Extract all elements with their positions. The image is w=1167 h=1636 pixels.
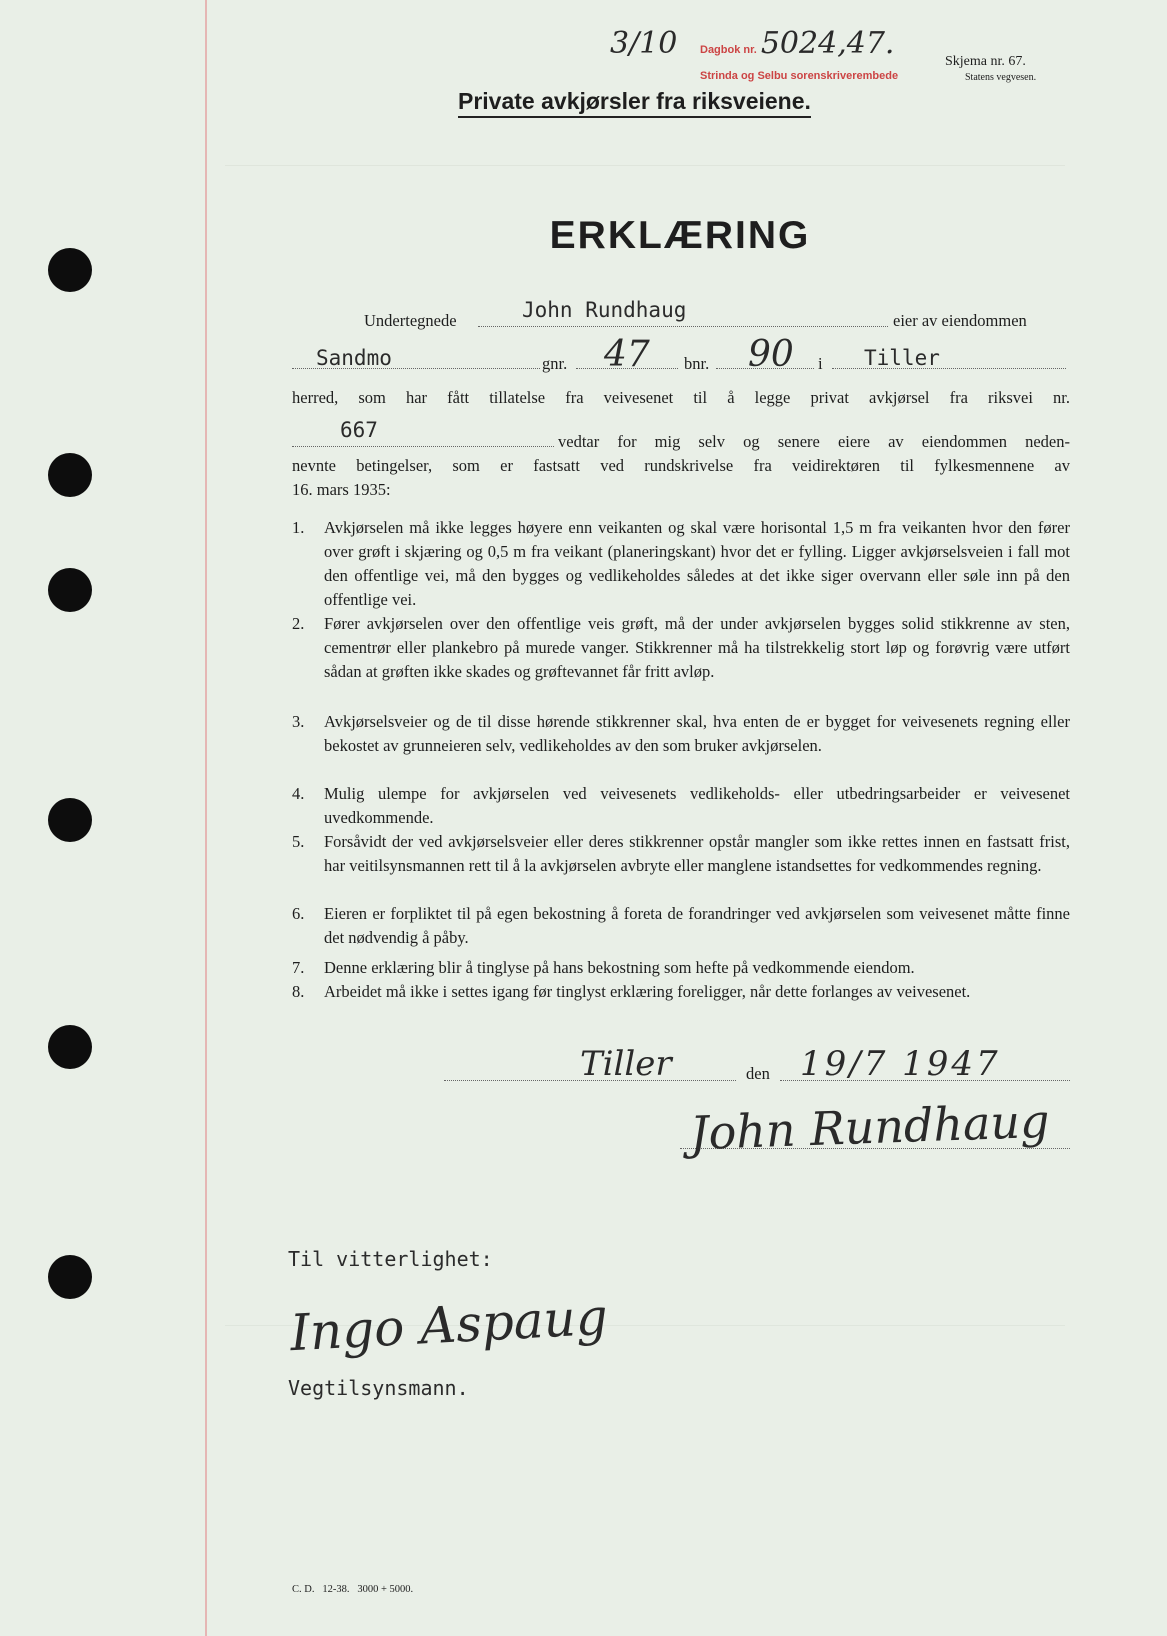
witness-title: Vegtilsynsmann. <box>288 1376 469 1400</box>
fill-line <box>292 446 554 447</box>
condition-number: 2. <box>292 614 305 633</box>
punch-hole <box>48 1255 92 1299</box>
signing-date: 19/7 1947 <box>800 1044 1001 1084</box>
condition-text: Denne erklæring blir å tinglyse på hans bekostning som hefte på vedkommende eiendom. <box>324 958 915 977</box>
form-number: Skjema nr. 67. <box>945 54 1026 69</box>
owner-label: eier av eiendommen <box>893 311 1027 330</box>
permission-text: herred, som har fått tillatelse fra veivesenet til å legge privat avkjørsel fra riksvei nr. <box>292 388 1070 407</box>
condition-number: 5. <box>292 832 305 851</box>
stamp-court-name: Strinda og Selbu sorenskriverembede <box>700 70 899 82</box>
handwritten-reference: 3/10 <box>610 26 678 61</box>
registry-stamp <box>700 26 894 61</box>
bleed-through-mark <box>225 165 1065 180</box>
document-title: ERKLÆRING <box>549 214 811 257</box>
undersigned-label: Undertegnede <box>364 311 457 330</box>
stamp-dagbok-label: Dagbok nr. <box>700 44 757 56</box>
property-name: Sandmo <box>316 346 392 370</box>
commitment-text-3: 16. mars 1935: <box>292 480 391 499</box>
undersigned-name: John Rundhaug <box>522 298 687 322</box>
punch-hole <box>48 453 92 497</box>
gnr-label: gnr. <box>542 354 568 373</box>
punch-hole <box>48 1025 92 1069</box>
punch-hole <box>48 798 92 842</box>
in-label: i <box>818 354 823 373</box>
den-label: den <box>746 1064 770 1083</box>
fill-line <box>478 326 888 327</box>
gnr-value: 47 <box>604 334 650 375</box>
condition-number: 4. <box>292 784 305 803</box>
commitment-text-1: vedtar for mig selv og senere eiere av eiendommen neden- <box>558 432 1070 451</box>
bnr-label: bnr. <box>684 354 710 373</box>
punch-hole <box>48 568 92 612</box>
signing-place: Tiller <box>580 1044 672 1084</box>
bnr-value: 90 <box>748 334 794 375</box>
stamp-dagbok-number: 5024,47. <box>760 26 895 61</box>
condition-text: Mulig ulempe for avkjørselen ved veivesenets vedlikeholds- eller utbedringsarbeider er veivesenet uvedkommende. <box>324 784 1070 827</box>
condition-number: 8. <box>292 982 305 1001</box>
condition-text: Fører avkjørselen over den offentlige veis grøft, må der under avkjørselen bygges solid stikkrenne av sten, cementrør eller plankebro på murede vanger. Stikkrenner må ha tilstrekkelig stort løp og forøvrig være utført sådan at grøften ikke skades og grøftevannet får fritt avløp. <box>324 614 1070 681</box>
condition-text: Avkjørselsveier og de til disse hørende stikkrenner skal, hva enten de er bygget for veivesenets regning eller bekostet av grunneieren selv, vedlikeholdes av den som bruker avkjørselen. <box>324 712 1070 755</box>
print-code: C. D. 12-38. 3000 + 5000. <box>292 1584 414 1595</box>
condition-number: 6. <box>292 904 305 923</box>
road-number: 667 <box>340 418 378 442</box>
condition-text: Arbeidet må ikke i settes igang før tinglyst erklæring foreligger, når dette forlanges av veivesenet. <box>324 982 971 1001</box>
series-title: Private avkjørsler fra riksveiene. <box>458 88 811 118</box>
form-issuer: Statens vegvesen. <box>965 72 1037 83</box>
condition-text: Avkjørselen må ikke legges høyere enn veikanten og skal være horisontal 1,5 m fra veikanten hvor den fører over grøft i skjæring og 0,5 m fra veikant (planeringskant) hvor det er fylling. Ligger avkjørselsveien i fall mot den offentlige vei, må den bygges og vedlikeholdes således at det ikke siger overvann eller søle inn på den offentlige vei. <box>324 518 1070 609</box>
condition-text: Forsåvidt der ved avkjørselsveier eller deres stikkrenner opstår mangler som ikke rettes innen en fastsatt frist, har veitilsynsmannen rett til å la avkjørselen avbryte eller manglene istandsettes for vedkommendes regning. <box>324 832 1070 875</box>
witness-label: Til vitterlighet: <box>288 1247 493 1271</box>
witness-signature: Ingo Aspaug <box>288 1287 610 1363</box>
condition-number: 7. <box>292 958 305 977</box>
municipality: Tiller <box>864 346 940 370</box>
condition-number: 3. <box>292 712 305 731</box>
condition-text: Eieren er forpliktet til på egen bekostning å foreta de forandringer ved avkjørselen som veivesenet måtte finne det nødvendig å påby. <box>324 904 1070 947</box>
condition-number: 1. <box>292 518 305 537</box>
owner-signature: John Rundhaug <box>689 1093 1051 1161</box>
commitment-text-2: nevnte betingelser, som er fastsatt ved rundskrivelse fra veidirektøren til fylkesmennene av <box>292 456 1070 475</box>
